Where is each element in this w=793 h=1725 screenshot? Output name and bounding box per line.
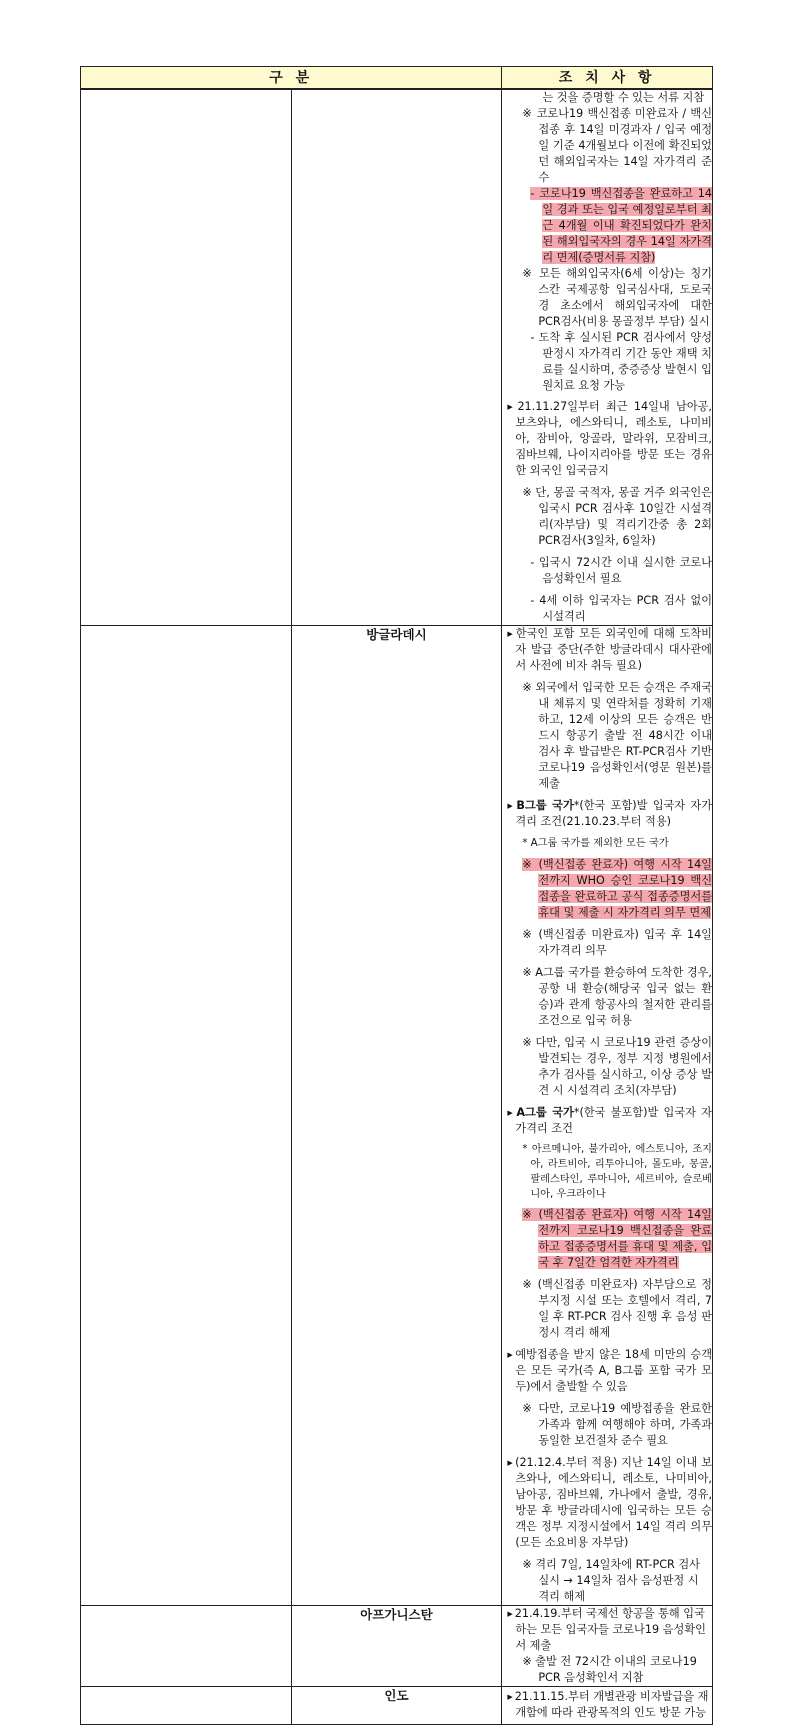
note-line: ※ 격리 7일, 14일차에 RT-PCR 검사 실시 → 14일차 검사 음성판정 시 격리 해제 (522, 1558, 700, 1603)
bullet-line: ▶ 한국인 포함 모든 외국인에 대해 도착비자 발급 중단(주한 방글라데시 대사관에서 사전에 비자 취득 필요) (507, 627, 712, 672)
row-category-blank (81, 89, 292, 626)
bullet-line: ▶ 21.11.15.부터 개별관광 비자발급을 재개함에 따라 관광목적의 인도 방문 가능 (507, 1690, 709, 1719)
sub-line: - 4세 이하 입국자는 PCR 검사 없이 시설격리 (530, 594, 712, 623)
table-row-bangladesh (81, 626, 713, 1606)
bullet-line: ▶ (21.12.4.부터 적용) 지난 14일 이내 보츠와나, 에스와티니, 레소토, 나미비아, 남아공, 짐바브웨, 가나에서 출발, 경유, 방문 후 방글라데시에 입국하는 모든 승객은 정부 지정시설에서 14일 격리 의무(모든 소요비용 자부담) (507, 1456, 713, 1549)
measures-table (80, 66, 713, 1725)
header-category: 구 분 (81, 67, 502, 90)
country-cell-blank (291, 89, 502, 626)
triangle-bullet-icon: ▶ (507, 630, 514, 638)
measures-cell (502, 1606, 713, 1687)
note-line: ※ 모든 해외입국자(6세 이상)는 칭기스칸 국제공항 입국심사대, 도로국경 초소에서 해외입국자에 대한 PCR검사(비용 몽골정부 부담) 실시 (522, 267, 712, 328)
triangle-bullet-icon: ▶ (507, 802, 515, 810)
bullet-line: ▶ A그룹 국가*(한국 불포함)발 입국자 자가격리 조건 (507, 1106, 712, 1135)
measures-cell (502, 626, 713, 1606)
note-line: ※ 외국에서 입국한 모든 승객은 주재국 내 체류지 및 연락처를 정확히 기재하고, 12세 이상의 모든 승객은 반드시 항공기 출발 전 48시간 이내 검사 후 발급받은 RT-PCR검사 기반 코로나19 음성확인서(영문 원본)를 제출 (522, 681, 712, 790)
header-measures: 조 치 사 항 (502, 67, 713, 90)
note-line: ※ A그룹 국가를 환승하여 도착한 경우, 공항 내 환승(해당국 입국 없는 환승)과 관계 항공사의 철저한 관리를 조건으로 입국 허용 (522, 966, 712, 1027)
highlight-text: ※ (백신접종 완료자) 여행 시작 14일 전까지 코로나19 백신접종을 완료하고 접종증명서를 휴대 및 제출, 입국 후 7일간 엄격한 자가격리 (522, 1208, 712, 1269)
sub-line: - 입국시 72시간 이내 실시한 코로나 음성확인서 필요 (530, 556, 712, 585)
bullet-line: ▶ B그룹 국가*(한국 포함)발 입국자 자가격리 조건(21.10.23.부터 적용) (507, 799, 712, 828)
bullet-line: ▶ 예방접종을 받지 않은 18세 미만의 승객은 모든 국가(즉 A, B그룹 포함 국가 모두)에서 출발할 수 있음 (507, 1348, 713, 1393)
note-line: ※ 다만, 코로나19 예방접종을 완료한 가족과 함께 여행해야 하며, 가족과 동일한 보건절차 준수 필요 (522, 1402, 712, 1447)
table-row-india (81, 1687, 713, 1725)
footnote-line: * 아르메니아, 불가리아, 에스토니아, 조지아, 라트비아, 리투아니아, 몰도바, 몽골, 팔레스타인, 루마니아, 세르비아, 슬로베니아, 우크라이나 (522, 1144, 712, 1200)
note-line: ※ 다만, 입국 시 코로나19 관련 증상이 발견되는 경우, 정부 지정 병원에서 추가 검사를 실시하고, 이상 증상 발견 시 시설격리 조치(자부담) (522, 1036, 712, 1097)
triangle-bullet-icon: ▶ (507, 1459, 514, 1467)
note-line: ※ 단, 몽골 국적자, 몽골 거주 외국인은 입국시 PCR 검사후 10일간 시설격리(자부담) 및 격리기간중 총 2회 PCR검사(3일차, 6일차) (522, 486, 712, 547)
table-row-afghanistan (81, 1606, 713, 1687)
country-name: 방글라데시 (291, 626, 502, 1606)
highlight-text: ※ (백신접종 완료자) 여행 시작 14일 전까지 WHO 승인 코로나19 백신접종을 완료하고 공식 접종증명서를 휴대 및 제출 시 자가격리 의무 면제 (522, 858, 712, 919)
note-line: ※ 출발 전 72시간 이내의 코로나19 PCR 음성확인서 지참 (522, 1655, 697, 1684)
bullet-line: ▶ 21.11.27일부터 최근 14일내 남아공, 보츠와나, 에스와티니, 레소토, 나미비아, 잠비아, 앙골라, 말라위, 모잠비크, 짐바브웨, 나이지리아를 방문 또는 경유한 외국인 입국금지 (507, 400, 712, 477)
country-name: 인도 (291, 1687, 502, 1725)
row-category-blank (81, 626, 292, 1606)
triangle-bullet-icon: ▶ (507, 1109, 515, 1117)
footnote-line: * A그룹 국가를 제외한 모든 국가 (522, 838, 669, 849)
row-category-blank (81, 1606, 292, 1687)
note-line (502, 857, 712, 921)
triangle-bullet-icon: ▶ (507, 1610, 513, 1618)
country-name: 아프가니스탄 (291, 1606, 502, 1687)
highlight-text: - 코로나19 백신접종을 완료하고 14일 경과 또는 입국 예정일로부터 최근 4개월 이내 확진되었다가 완치된 해외입국자의 경우 14일 자가격리 면제(증명서류 지참) (530, 187, 712, 264)
text-line: 는 것을 증명할 수 있는 서류 지참 (542, 91, 705, 104)
sub-line (502, 186, 712, 266)
measures-cell (502, 1687, 713, 1725)
triangle-bullet-icon: ▶ (507, 403, 516, 411)
table-row-mongolia (81, 89, 713, 626)
triangle-bullet-icon: ▶ (507, 1351, 514, 1359)
note-line: ※ (백신접종 미완료자) 자부담으로 정부지정 시설 또는 호텔에서 격리, 7일 후 RT-PCR 검사 진행 후 음성 판정시 격리 해제 (522, 1278, 712, 1339)
sub-line: - 도착 후 실시된 PCR 검사에서 양성 판정시 자가격리 기간 동안 재택 치료를 실시하며, 중증증상 발현시 입원치료 요청 가능 (530, 331, 712, 392)
table-header-row (81, 67, 713, 90)
row-category-blank (81, 1687, 292, 1725)
triangle-bullet-icon: ▶ (507, 1693, 513, 1701)
note-line: ※ (백신접종 미완료자) 입국 후 14일 자가격리 의무 (522, 928, 712, 957)
measures-cell (502, 89, 713, 626)
note-line: ※ 코로나19 백신접종 미완료자 / 백신접종 후 14일 미경과자 / 입국 예정일 기준 4개월보다 이전에 확진되었던 해외입국자는 14일 자가격리 준수 (522, 107, 712, 184)
note-line (502, 1207, 712, 1271)
bullet-line: ▶ 21.4.19.부터 국제선 항공을 통해 입국하는 모든 입국자들 코로나19 음성확인서 제출 (507, 1607, 706, 1652)
